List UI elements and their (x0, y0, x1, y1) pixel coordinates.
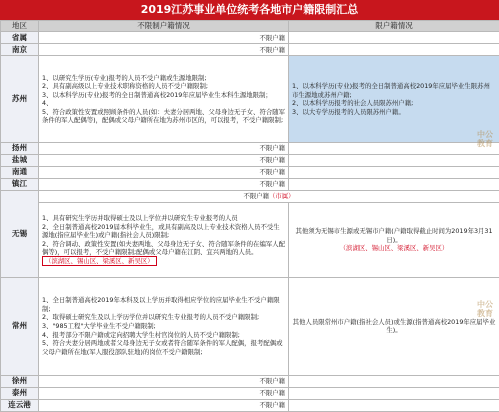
row-lianyungang (1, 399, 499, 411)
clause: 2、具有副高级以上专业技术职称资格的人员不受户籍限制; (42, 82, 208, 91)
region-name: 徐州 (1, 375, 39, 387)
header-no-limit: 不限制户籍情况 (39, 21, 289, 32)
limit-cell (289, 167, 499, 179)
region-name: 省属 (1, 32, 39, 44)
region-name: 连云港 (1, 399, 39, 411)
row-wuxi (1, 203, 499, 277)
region-name: 南京 (1, 44, 39, 56)
policy-table (0, 20, 499, 412)
region-name: 南通 (1, 167, 39, 179)
row-changzhou (1, 277, 499, 375)
watermark: 中公教育 (477, 300, 493, 318)
clause: 1、以本科学历(专业)报考的全日制普通高校2019年应届毕业生限苏州市生源地或苏州户籍; (292, 82, 490, 99)
limit-cell (289, 375, 499, 387)
header-row (1, 21, 499, 32)
region-name: 扬州 (1, 143, 39, 155)
row-yancheng (1, 155, 499, 167)
region-name: 盐城 (1, 155, 39, 167)
region-name: 泰州 (1, 387, 39, 399)
wuxi-top-red: （市属） (269, 192, 295, 201)
clause: 3、以本科学历(专业)报考的全日制普通高校2019年应届毕业生本科生源地限制； (42, 90, 272, 99)
limit-cell (289, 203, 499, 277)
region-name: 镇江 (1, 179, 39, 191)
clause: 4、 (42, 99, 53, 108)
no-limit-cell: 不限户籍 (39, 399, 289, 411)
no-limit-cell (39, 203, 289, 277)
no-limit-cell: 不限户籍 (39, 143, 289, 155)
limit-cell (289, 399, 499, 411)
clause: 3、以大专学历报考的人员限苏州户籍。 (292, 107, 405, 116)
limit-cell (289, 44, 499, 56)
no-limit-cell: 不限户籍 (39, 375, 289, 387)
limit-cell (289, 56, 499, 143)
clause: 1、全日制普通高校2019年本科及以上学历并取得相应学位的应届毕业生不受户籍限制; (42, 296, 280, 313)
clause: 2、全日制普通高校2019届本科毕业生，或具有副高及以上专业技术资格人员不受生源地(指应届毕业生)或户籍(指社会人员)限制; (42, 222, 280, 240)
clause: 2、取得硕士研究生及以上学历学位并以研究生专业报考的人员不受户籍限制; (42, 313, 260, 322)
district-tag: （滨湖区、锡山区、梁溪区、新吴区） (42, 256, 157, 266)
no-limit-cell: 不限户籍 (39, 167, 289, 179)
row-wuxi-top (1, 191, 499, 203)
no-limit-cell: 不限户籍 (39, 32, 289, 44)
clause: 4、报考部分不限户籍或定向招聘大学生村官岗位的人员不受户籍限制; (42, 330, 240, 339)
row-shengzhi (1, 32, 499, 44)
row-nantong (1, 167, 499, 179)
clause: 5、符合政策性安置或照顾条件的人员(如：夫妻分居两地、父母身边无子女、符合随军条件的军人配偶等)，配偶或父母户籍所在地为苏州市区的，可以报考，不受户籍限制; (42, 107, 286, 125)
clause: 2、符合调动、政策性安置(如夫妻两地、父母身边无子女、符合随军条件的在编军人配偶等)，可以报考，不受户籍限制;配偶或父母户籍在江阴、宜兴两地的人员。 (42, 239, 286, 257)
region-name: 苏州 (1, 56, 39, 143)
no-limit-cell: 不限户籍 (39, 387, 289, 399)
row-yangzhou (1, 143, 499, 155)
clause: 1、具有研究生学历并取得硕士及以上学位并以研究生专业报考的人员 (42, 214, 238, 223)
watermark: 中公教育 (477, 130, 493, 148)
no-limit-cell: 不限户籍 (39, 179, 289, 191)
clause: 2、以本科学历报考的社会人员限苏州户籍; (292, 99, 414, 108)
clause: 3、"985工程"大学毕业生不受户籍限制; (42, 321, 156, 330)
limit-cell: 其他人员限常州市户籍(指社会人员)或生源(指普通高校2019年应届毕业生)。 (289, 277, 499, 375)
no-limit-cell: 不限户籍 (39, 44, 289, 56)
no-limit-cell (39, 277, 289, 375)
district-tag: （滨湖区、锡山区、梁溪区、新吴区） (339, 244, 449, 253)
no-limit-cell: 不限户籍 (39, 155, 289, 167)
wuxi-city-note (39, 191, 499, 203)
limit-cell (289, 179, 499, 191)
page-title: 2019江苏事业单位统考各地市户籍限制汇总 (0, 0, 499, 20)
clause: 其他须为无锡市生源或无锡市户籍(户籍取得截止时间为2019年3月31日)。 (295, 227, 493, 244)
region-name: 无锡 (1, 191, 39, 277)
row-zhenjiang (1, 179, 499, 191)
row-xuzhou (1, 375, 499, 387)
row-nanjing (1, 44, 499, 56)
no-limit-cell (39, 56, 289, 143)
header-limit: 限户籍情况 (289, 21, 499, 32)
region-name: 常州 (1, 277, 39, 375)
limit-cell (289, 143, 499, 155)
clause: 5、符合夫妻分居两地或者父母身边无子女或者符合随军条件的军人配偶，报考配偶或父母户籍所在地(军人服役部队驻地)的岗位不受户籍限制; (42, 339, 283, 356)
row-suzhou (1, 56, 499, 143)
limit-cell (289, 387, 499, 399)
header-region: 地区 (1, 21, 39, 32)
limit-cell (289, 32, 499, 44)
wuxi-top-text: 不限户籍 (243, 192, 269, 201)
row-taizhou (1, 387, 499, 399)
clause: 1、以研究生学历(专业)报考的人员不受户籍或生源地限制; (42, 73, 207, 82)
limit-cell (289, 155, 499, 167)
